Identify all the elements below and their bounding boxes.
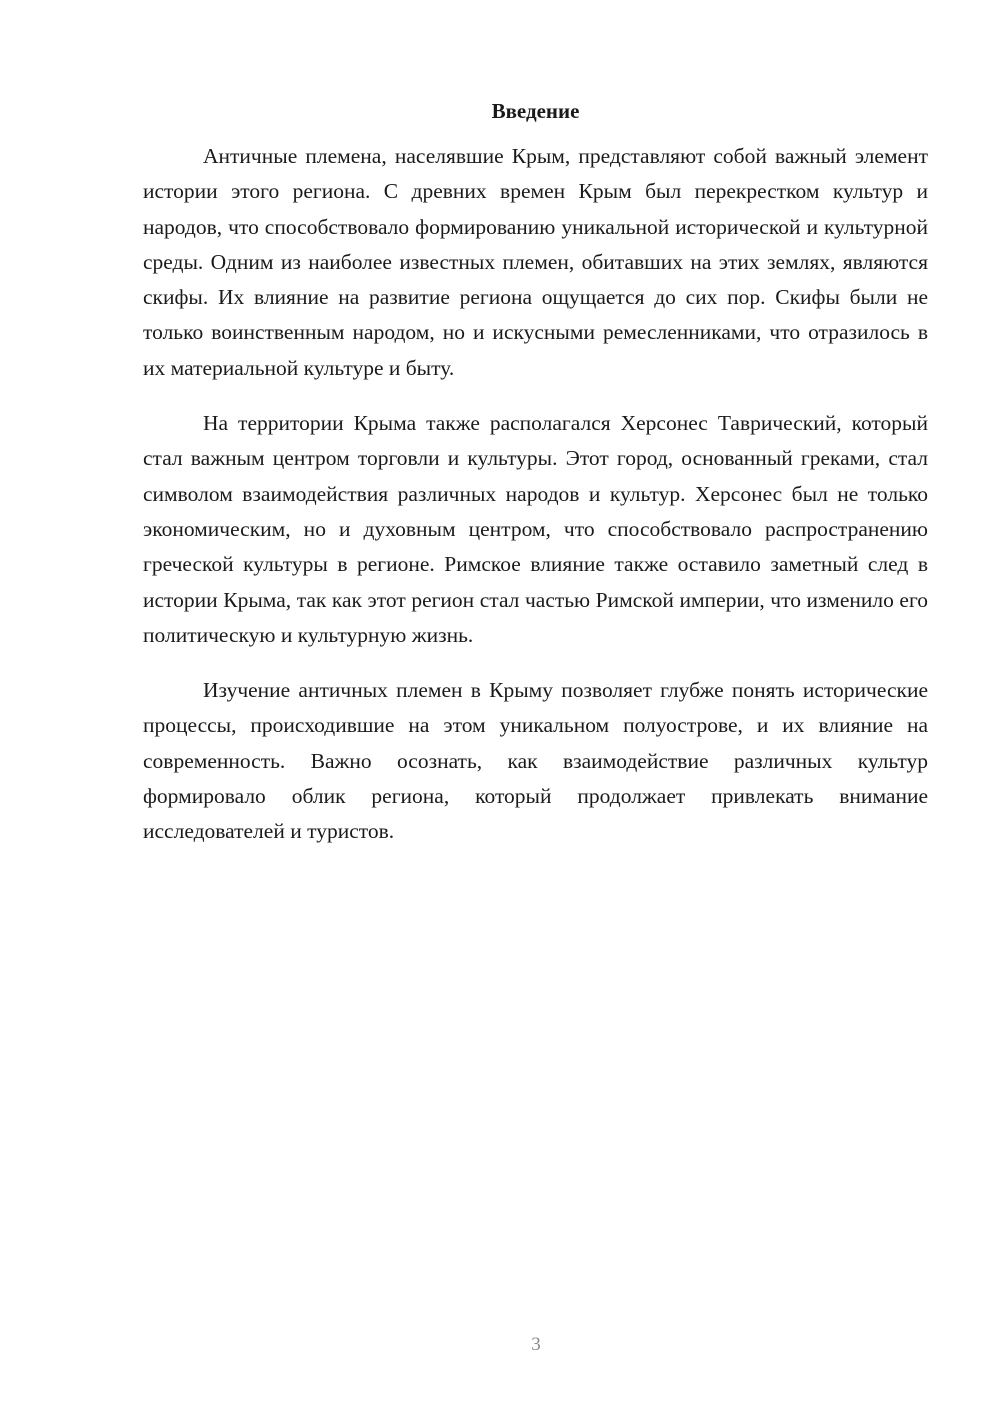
paragraph-2: На территории Крыма также располагался Херсонес Таврический, который стал важным центром торговли и культуры. Этот город, основанный греками, стал символом взаимодействия различных народов и культур. Херсонес был не только экономическим, но и духовным центром, что способствовало распространению греческой культуры в регионе. Римское влияние также оставило заметный след в истории Крыма, так как этот регион стал частью Римской империи, что изменило его политическую и культурную жизнь. (143, 411, 928, 647)
page-number: 3 (531, 1334, 541, 1355)
page-content (143, 96, 928, 850)
paragraph-3: Изучение античных племен в Крыму позволяет глубже понять исторические процессы, происходившие на этом уникальном полуострове, и их влияние на современность. Важно осознать, как взаимодействие различных культур формировало облик региона, который продолжает привлекать внимание исследователей и туристов. (143, 678, 928, 844)
section-heading: Введение (491, 99, 580, 123)
paragraph-1: Античные племена, населявшие Крым, представляют собой важный элемент истории этого региона. С древних времен Крым был перекрестком культур и народов, что способствовало формированию уникальной исторической и культурной среды. Одним из наиболее известных племен, обитавших на этих землях, являются скифы. Их влияние на развитие региона ощущается до сих пор. Скифы были не только воинственным народом, но и искусными ремесленниками, что отразилось в их материальной культуре и быту. (143, 144, 928, 380)
